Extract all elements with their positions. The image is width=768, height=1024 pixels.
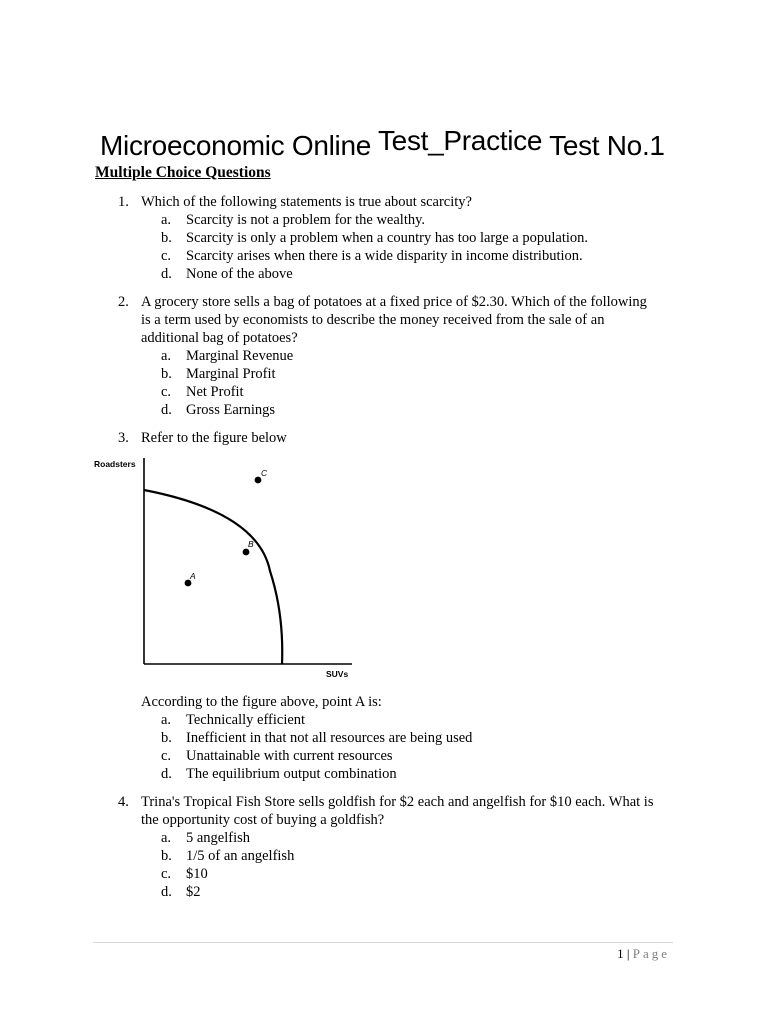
- option-letter: c.: [161, 384, 172, 400]
- option-text: None of the above: [186, 266, 293, 282]
- question-1: [118, 193, 658, 283]
- option-text: Marginal Profit: [186, 366, 276, 382]
- option-letter: a.: [161, 712, 172, 728]
- answer-option: [161, 765, 658, 783]
- answer-options: [161, 711, 658, 783]
- title-part-3: Test No.1: [542, 130, 665, 161]
- option-letter: d.: [161, 766, 172, 782]
- footer-divider: [93, 942, 673, 943]
- ppf-figure: [90, 452, 360, 684]
- option-letter: d.: [161, 266, 172, 282]
- option-text: 1/5 of an angelfish: [186, 848, 295, 864]
- answer-option: [161, 383, 658, 401]
- point-b-label: B: [248, 539, 254, 549]
- option-letter: c.: [161, 866, 172, 882]
- option-text: Scarcity arises when there is a wide disparity in income distribution.: [186, 248, 583, 264]
- answer-option: [161, 883, 658, 901]
- option-text: Unattainable with current resources: [186, 748, 393, 764]
- option-letter: d.: [161, 402, 172, 418]
- page-footer: [617, 946, 670, 962]
- option-letter: a.: [161, 348, 172, 364]
- question-number: 1.: [118, 194, 129, 210]
- ppf-diagram: [90, 452, 360, 684]
- answer-option: [161, 211, 658, 229]
- point-b-marker: [243, 549, 250, 556]
- answer-option: [161, 729, 658, 747]
- question-number: 4.: [118, 794, 129, 810]
- option-text: Net Profit: [186, 384, 244, 400]
- question-2: [118, 293, 658, 419]
- page-word: Page: [632, 946, 670, 961]
- answer-option: [161, 747, 658, 765]
- answer-option: [161, 829, 658, 847]
- question-number: 2.: [118, 294, 129, 310]
- question-followup-text: According to the figure above, point A is:: [141, 694, 382, 710]
- question-3-followup: [118, 693, 658, 783]
- answer-options: [161, 211, 658, 283]
- answer-option: [161, 229, 658, 247]
- answer-option: [161, 365, 658, 383]
- option-letter: c.: [161, 248, 172, 264]
- option-text: Scarcity is only a problem when a country has too large a population.: [186, 230, 589, 246]
- option-letter: b.: [161, 848, 172, 864]
- option-letter: b.: [161, 730, 172, 746]
- option-letter: b.: [161, 366, 172, 382]
- answer-options: [161, 829, 658, 901]
- point-c-label: C: [261, 468, 268, 478]
- question-text: A grocery store sells a bag of potatoes at a fixed price of $2.30. Which of the following is a term used by economists to describe the money received from the sale of an additional bag of potatoes?: [141, 294, 647, 346]
- option-letter: a.: [161, 830, 172, 846]
- point-a-label: A: [190, 571, 196, 581]
- answer-option: [161, 401, 658, 419]
- option-text: The equilibrium output combination: [186, 766, 397, 782]
- page-number: 1: [617, 946, 624, 961]
- option-letter: a.: [161, 212, 172, 228]
- answer-option: [161, 247, 658, 265]
- answer-option: [161, 265, 658, 283]
- option-letter: d.: [161, 884, 172, 900]
- answer-option: [161, 865, 658, 883]
- option-text: 5 angelfish: [186, 830, 251, 846]
- option-text: Gross Earnings: [186, 402, 276, 418]
- answer-option: [161, 847, 658, 865]
- question-text: Refer to the figure below: [141, 430, 287, 446]
- footer-separator: |: [623, 946, 633, 961]
- question-4: [118, 793, 658, 901]
- option-text: $10: [186, 866, 208, 882]
- answer-option: [161, 711, 658, 729]
- option-text: Inefficient in that not all resources are being used: [186, 730, 473, 746]
- option-text: Technically efficient: [186, 712, 306, 728]
- section-heading: Multiple Choice Questions: [95, 164, 271, 181]
- title-part-2: Test_Practice: [377, 125, 543, 156]
- question-number: 3.: [118, 430, 129, 446]
- question-text: Which of the following statements is true about scarcity?: [141, 194, 472, 210]
- answer-options: [161, 347, 658, 419]
- production-possibilities-curve: [144, 490, 282, 664]
- y-axis-label: Roadsters: [94, 459, 136, 469]
- document-title: [100, 125, 720, 164]
- option-text: Scarcity is not a problem for the wealthy.: [186, 212, 426, 228]
- question-text: Trina's Tropical Fish Store sells goldfish for $2 each and angelfish for $10 each. What is the opportunity cost of buying a goldfish?: [141, 794, 654, 828]
- option-letter: c.: [161, 748, 172, 764]
- option-text: Marginal Revenue: [186, 348, 294, 364]
- x-axis-label: SUVs: [326, 669, 349, 679]
- answer-option: [161, 347, 658, 365]
- title-part-1: Microeconomic Online: [100, 130, 378, 161]
- option-text: $2: [186, 884, 201, 900]
- question-3: [118, 429, 658, 447]
- option-letter: b.: [161, 230, 172, 246]
